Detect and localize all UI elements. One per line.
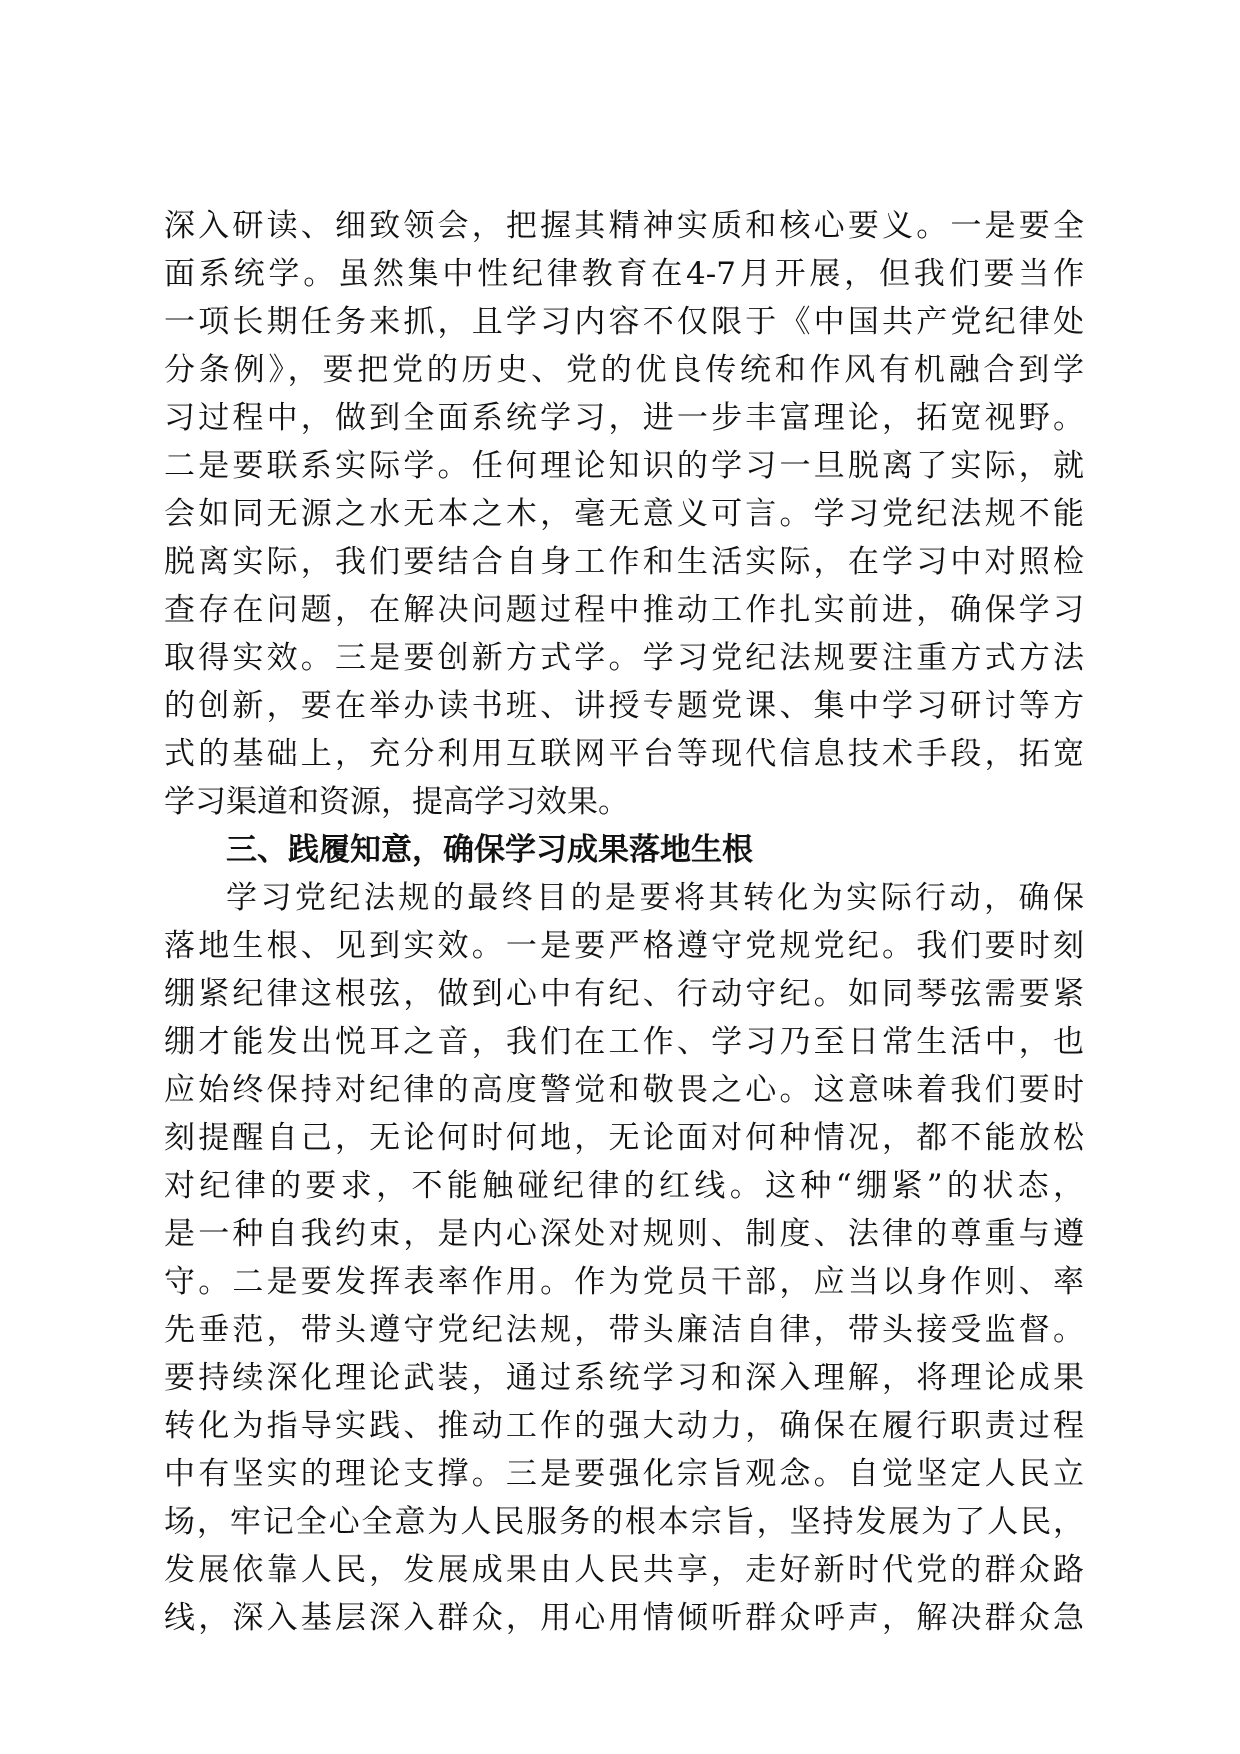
paragraph-line: 查存在问题，在解决问题过程中推动工作扎实前进，确保学习 [164,592,1084,628]
paragraph-line: 守。二是要发挥表率作用。作为党员干部，应当以身作则、率 [164,1264,1084,1300]
paragraph-line: 先垂范，带头遵守党纪法规，带头廉洁自律，带头接受监督。 [164,1312,1084,1348]
paragraph-line: 落地生根、见到实效。一是要严格遵守党规党纪。我们要时刻 [164,928,1084,964]
paragraph-line: 脱离实际，我们要结合自身工作和生活实际，在学习中对照检 [164,544,1084,580]
paragraph-line: 对纪律的要求，不能触碰纪律的红线。这种“绷紧”的状态， [164,1168,1084,1204]
paragraph-line: 面系统学。虽然集中性纪律教育在4-7月开展，但我们要当作 [164,256,1084,292]
paragraph-line: 习过程中，做到全面系统学习，进一步丰富理论，拓宽视野。 [164,400,1084,436]
paragraph-line: 要持续深化理论武装，通过系统学习和深入理解，将理论成果 [164,1360,1084,1396]
paragraph-line: 一项长期任务来抓，且学习内容不仅限于《中国共产党纪律处 [164,304,1084,340]
paragraph-line: 绷紧纪律这根弦，做到心中有纪、行动守纪。如同琴弦需要紧 [164,976,1084,1012]
paragraph-line: 转化为指导实践、推动工作的强大动力，确保在履行职责过程 [164,1408,1084,1444]
paragraph-line: 场，牢记全心全意为人民服务的根本宗旨，坚持发展为了人民， [164,1504,1084,1540]
paragraph-line: 学习渠道和资源，提高学习效果。 [164,784,629,820]
paragraph-line: 二是要联系实际学。任何理论知识的学习一旦脱离了实际，就 [164,448,1084,484]
paragraph-line: 刻提醒自己，无论何时何地，无论面对何种情况，都不能放松 [164,1120,1084,1156]
paragraph-line: 深入研读、细致领会，把握其精神实质和核心要义。一是要全 [164,208,1084,244]
section-heading: 三、践履知意，确保学习成果落地生根 [226,832,753,868]
paragraph-line: 线，深入基层深入群众，用心用情倾听群众呼声，解决群众急 [164,1600,1084,1636]
paragraph-line: 式的基础上，充分利用互联网平台等现代信息技术手段，拓宽 [164,736,1084,772]
paragraph-line: 中有坚实的理论支撑。三是要强化宗旨观念。自觉坚定人民立 [164,1456,1084,1492]
paragraph-line: 绷才能发出悦耳之音，我们在工作、学习乃至日常生活中，也 [164,1024,1084,1060]
paragraph-line: 是一种自我约束，是内心深处对规则、制度、法律的尊重与遵 [164,1216,1084,1252]
paragraph-line: 发展依靠人民，发展成果由人民共享，走好新时代党的群众路 [164,1552,1084,1588]
paragraph-line: 取得实效。三是要创新方式学。学习党纪法规要注重方式方法 [164,640,1084,676]
paragraph-line: 应始终保持对纪律的高度警觉和敬畏之心。这意味着我们要时 [164,1072,1084,1108]
paragraph-line: 学习党纪法规的最终目的是要将其转化为实际行动，确保 [226,880,1084,916]
paragraph-line: 会如同无源之水无本之木，毫无意义可言。学习党纪法规不能 [164,496,1084,532]
paragraph-line: 分条例》，要把党的历史、党的优良传统和作风有机融合到学 [164,352,1084,388]
paragraph-line: 的创新，要在举办读书班、讲授专题党课、集中学习研讨等方 [164,688,1084,724]
